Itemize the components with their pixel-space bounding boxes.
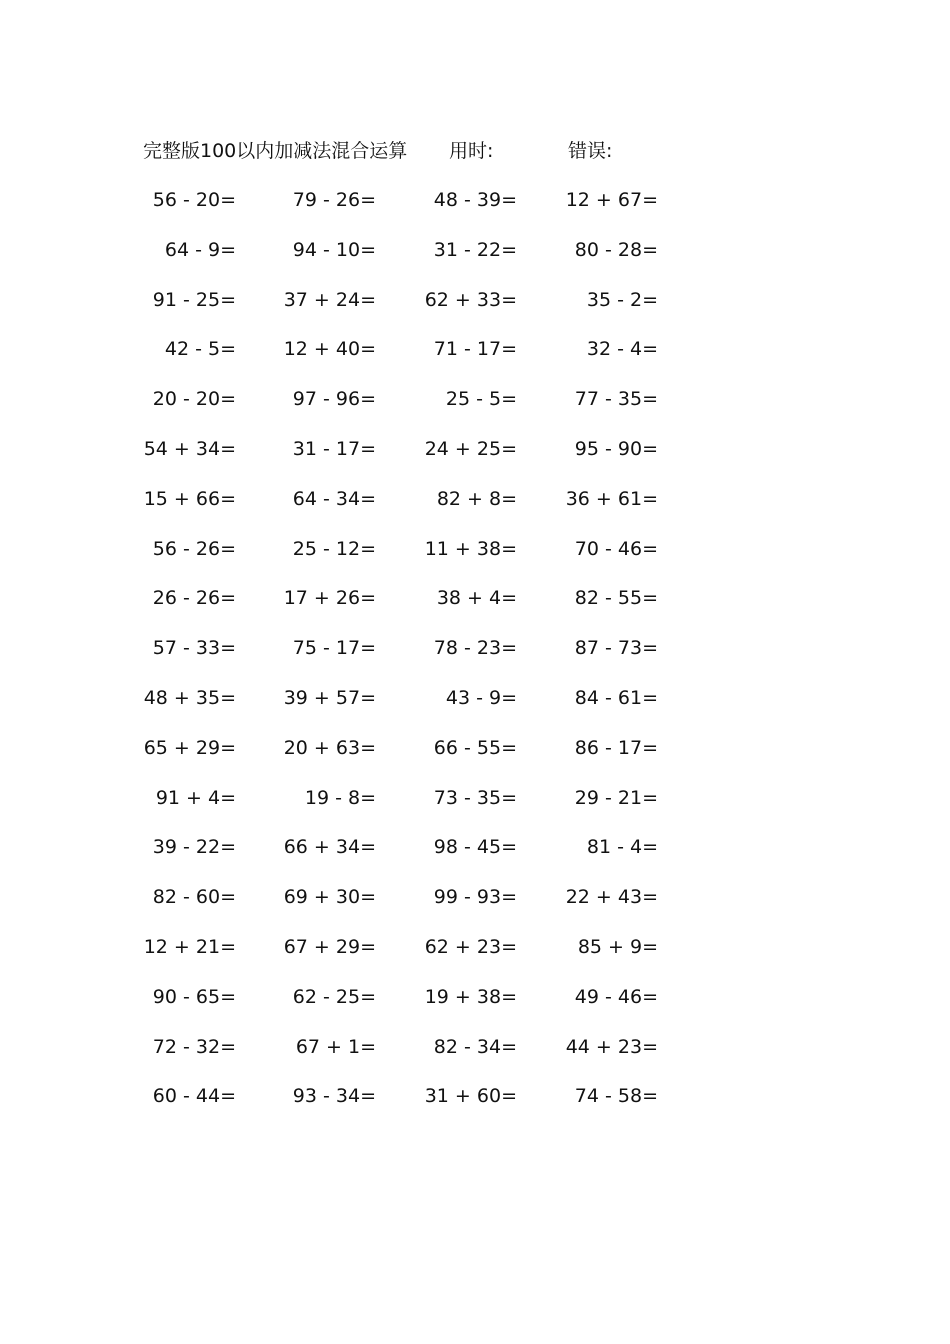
math-problem: 95 - 90= (574, 437, 658, 460)
math-problem: 62 - 25= (292, 985, 376, 1008)
math-problem: 91 - 25= (152, 288, 236, 311)
math-problem: 90 - 65= (152, 985, 236, 1008)
math-problem: 31 + 60= (424, 1085, 517, 1108)
math-problem: 48 + 35= (143, 686, 236, 709)
math-problem: 12 + 21= (143, 935, 236, 958)
math-problem: 25 - 12= (292, 537, 376, 560)
math-problem: 36 + 61= (565, 487, 658, 510)
math-problem: 60 - 44= (152, 1085, 236, 1108)
math-problem: 84 - 61= (574, 686, 658, 709)
math-problem: 32 - 4= (586, 338, 658, 361)
problem-row (0, 382, 950, 432)
math-problem: 48 - 39= (433, 189, 517, 211)
math-problem: 85 + 9= (577, 935, 658, 958)
math-problem: 42 - 5= (164, 338, 236, 361)
math-problem: 94 - 10= (292, 238, 376, 261)
math-problem: 65 + 29= (143, 736, 236, 759)
math-problem: 82 - 34= (433, 1035, 517, 1058)
math-problem: 82 + 8= (436, 487, 517, 510)
math-problem: 77 - 35= (574, 388, 658, 411)
math-problem: 35 - 2= (586, 288, 658, 311)
math-problem: 81 - 4= (586, 836, 658, 859)
math-problem: 20 - 20= (152, 388, 236, 411)
math-problem: 86 - 17= (574, 736, 658, 759)
problem-row (0, 233, 950, 283)
problem-row (0, 781, 950, 831)
math-problem: 62 + 23= (424, 935, 517, 958)
problem-row (0, 980, 950, 1030)
math-problem: 26 - 26= (152, 587, 236, 610)
math-problem: 39 + 57= (283, 686, 376, 709)
math-problem: 38 + 4= (436, 587, 517, 610)
math-problem: 71 - 17= (433, 338, 517, 361)
problem-row (0, 283, 950, 333)
math-problem: 12 + 40= (283, 338, 376, 361)
math-problem: 19 - 8= (304, 786, 376, 809)
math-problem: 66 - 55= (433, 736, 517, 759)
problem-row (0, 631, 950, 681)
problem-grid (0, 183, 950, 1129)
math-problem: 43 - 9= (445, 686, 517, 709)
math-problem: 57 - 33= (152, 637, 236, 660)
math-problem: 69 + 30= (283, 886, 376, 909)
math-problem: 24 + 25= (424, 437, 517, 460)
problem-row (0, 332, 950, 382)
math-problem: 66 + 34= (283, 836, 376, 859)
math-problem: 64 - 34= (292, 487, 376, 510)
math-problem: 39 - 22= (152, 836, 236, 859)
math-problem: 54 + 34= (143, 437, 236, 460)
math-problem: 37 + 24= (283, 288, 376, 311)
math-problem: 79 - 26= (292, 189, 376, 211)
problem-row (0, 183, 950, 233)
math-problem: 31 - 17= (292, 437, 376, 460)
math-problem: 70 - 46= (574, 537, 658, 560)
worksheet-title: 完整版100以内加减法混合运算 (143, 140, 408, 162)
math-problem: 99 - 93= (433, 886, 517, 909)
math-problem: 49 - 46= (574, 985, 658, 1008)
math-problem: 29 - 21= (574, 786, 658, 809)
time-label: 用时: (449, 140, 494, 162)
math-problem: 20 + 63= (283, 736, 376, 759)
problem-row (0, 432, 950, 482)
math-problem: 75 - 17= (292, 637, 376, 660)
math-problem: 80 - 28= (574, 238, 658, 261)
math-problem: 11 + 38= (424, 537, 517, 560)
worksheet-header (143, 134, 843, 168)
math-problem: 72 - 32= (152, 1035, 236, 1058)
math-problem: 82 - 60= (152, 886, 236, 909)
math-problem: 15 + 66= (143, 487, 236, 510)
problem-row (0, 731, 950, 781)
math-problem: 98 - 45= (433, 836, 517, 859)
math-problem: 74 - 58= (574, 1085, 658, 1108)
math-problem: 56 - 26= (152, 537, 236, 560)
problem-row (0, 930, 950, 980)
math-problem: 31 - 22= (433, 238, 517, 261)
error-label: 错误: (568, 140, 613, 162)
problem-row (0, 1079, 950, 1129)
math-problem: 93 - 34= (292, 1085, 376, 1108)
math-problem: 97 - 96= (292, 388, 376, 411)
math-problem: 87 - 73= (574, 637, 658, 660)
math-problem: 67 + 29= (283, 935, 376, 958)
problem-row (0, 1030, 950, 1080)
problem-row (0, 830, 950, 880)
problem-row (0, 581, 950, 631)
math-problem: 62 + 33= (424, 288, 517, 311)
math-problem: 19 + 38= (424, 985, 517, 1008)
math-problem: 22 + 43= (565, 886, 658, 909)
math-problem: 64 - 9= (164, 238, 236, 261)
math-problem: 56 - 20= (152, 189, 236, 211)
math-problem: 73 - 35= (433, 786, 517, 809)
problem-row (0, 482, 950, 532)
math-problem: 12 + 67= (565, 189, 658, 211)
math-problem: 44 + 23= (565, 1035, 658, 1058)
math-problem: 91 + 4= (155, 786, 236, 809)
math-problem: 82 - 55= (574, 587, 658, 610)
math-problem: 17 + 26= (283, 587, 376, 610)
math-problem: 78 - 23= (433, 637, 517, 660)
problem-row (0, 681, 950, 731)
problem-row (0, 880, 950, 930)
problem-row (0, 532, 950, 582)
math-problem: 67 + 1= (295, 1035, 376, 1058)
math-problem: 25 - 5= (445, 388, 517, 411)
